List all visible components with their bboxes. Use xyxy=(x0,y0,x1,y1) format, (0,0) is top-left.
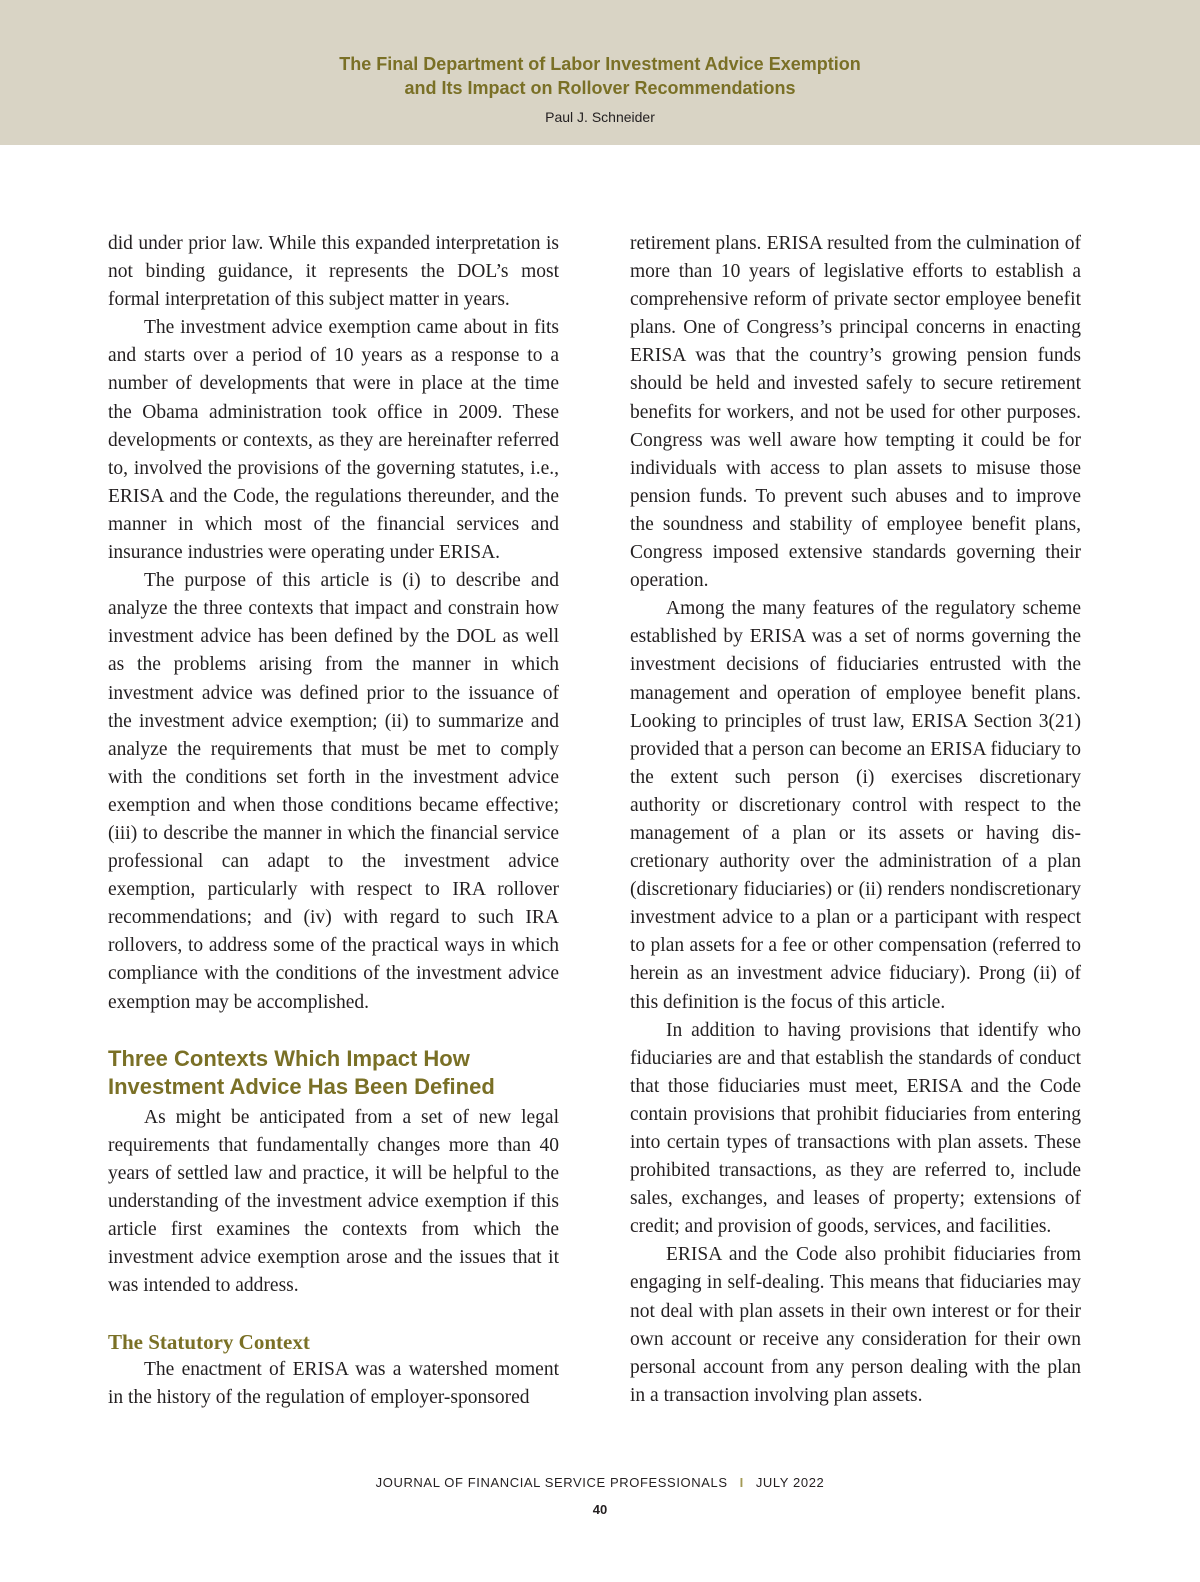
subsection-heading: The Statutory Context xyxy=(108,1330,310,1355)
article-author: Paul J. Schneider xyxy=(545,109,655,125)
section-heading-line-1: Three Contexts Which Impact How xyxy=(108,1045,470,1071)
paragraph: did under prior law. While this expanded interpretation is not binding guidance, it represents the DOL’s most formal interpretation of this subject matter in years. xyxy=(108,233,559,311)
page-footer xyxy=(0,1475,1200,1490)
article-title xyxy=(0,52,1200,100)
section-heading-line-2: Investment Advice Has Been Defined xyxy=(108,1073,495,1099)
paragraph: Among the many features of the regulatory scheme established by ERISA was a set of norms governing the investment decisions of fiduciaries entrusted with the management and operation of employee benefit plans. Looking to principles of trust law, ERISA Section 3(21) provided that a person can become an ERISA fiduciary to the extent such person (i) exercises discretionary authority or discretionary control with respect to the management of a plan or its assets or having discretionary authority over the administration of a plan (discretionary fiduciaries) or (ii) renders nondiscretionary investment advice to a plan or a participant with respect to plan assets for a fee or other compensation (referred to herein as an investment advice fiduciary). Prong (ii) of this definition is the focus of this article. xyxy=(630,598,1081,1013)
paragraph: As might be anticipated from a set of new legal requirements that fundamentally changes more than 40 years of settled law and practice, it will be helpful to the understanding of the investment advice exemption if this article first examines the contexts from which the investment advice exemption arose and the issues that it was intended to address. xyxy=(108,1106,559,1297)
article-title-line-1: The Final Department of Labor Investment Advice Exemption xyxy=(339,54,861,74)
paragraph: ERISA and the Code also prohibit fiduciaries from engaging in self-dealing. This means that fiduciaries may not deal with plan assets in their own interest or for their own account or receive any consideration for their own personal account from any person dealing with the plan in a transaction involving plan assets. xyxy=(630,1244,1081,1406)
footer-separator: I xyxy=(739,1475,744,1490)
paragraph: In addition to having provisions that identify who fiduciaries are and that establish the standards of conduct that those fiduciaries must meet, ERISA and the Code contain provisions that prohibit fiduciaries from entering into certain types of transactions with plan assets. These prohibited transactions, as they are referred to, include sales, exchanges, and leases of property; extensions of credit; and provision of goods, services, and facilities. xyxy=(630,1019,1081,1238)
page-number: 40 xyxy=(592,1502,608,1517)
journal-name: JOURNAL OF FINANCIAL SERVICE PROFESSIONALS xyxy=(375,1475,728,1490)
paragraph: retirement plans. ERISA resulted from the culmination of more than 10 years of legislative efforts to establish a comprehensive reform of private sector employee benefit plans. One of Congress’s principal concerns in enacting ERISA was that the country’s growing pension funds should be held and invested safely to secure retirement benefits for workers, and not be used for other purposes. Congress was well aware how tempting it could be for individuals with access to plan assets to misuse those pension funds. To prevent such abuses and to improve the soundness and stability of employee benefit plans, Congress imposed extensive standards governing their operation. xyxy=(630,233,1081,592)
right-column xyxy=(630,230,1081,1410)
paragraph: The enactment of ERISA was a watershed moment in the history of the regulation of employer-sponsored xyxy=(108,1359,559,1409)
left-column xyxy=(108,230,559,1412)
issue-date: JULY 2022 xyxy=(755,1475,825,1490)
article-title-line-2: and Its Impact on Rollover Recommendations xyxy=(404,78,796,98)
article-header-band xyxy=(0,0,1200,145)
paragraph: The purpose of this article is (i) to describe and analyze the three contexts that impact and constrain how investment advice has been defined by the DOL as well as the problems arising from the manner in which investment advice was defined prior to the issuance of the investment advice exemption; (ii) to summarize and analyze the requirements that must be met to comply with the conditions set forth in the investment advice exemption and when those conditions became effective; (iii) to describe the manner in which the financial service professional can adapt to the investment advice exemption, particularly with respect to IRA rollover recommendations; and (iv) with regard to such IRA rollovers, to address some of the practical ways in which compliance with the conditions of the investment advice exemption may be accomplished. xyxy=(108,570,559,1013)
paragraph: The investment advice exemption came about in fits and starts over a period of 10 years as a response to a number of developments that were in place at the time the Obama administration took office in 2009. These developments or contexts, as they are hereinafter referred to, involved the provisions of the governing statutes, i.e., ERISA and the Code, the regulations thereunder, and the manner in which most of the financial services and insurance industries were operating under ERISA. xyxy=(108,317,559,564)
section-heading xyxy=(108,1045,559,1101)
